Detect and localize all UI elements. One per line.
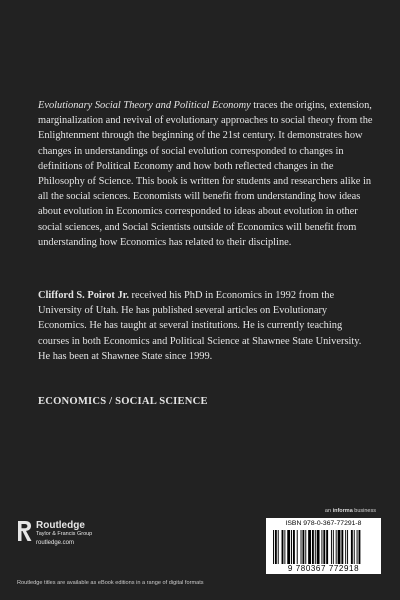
- informa-prefix: an: [324, 508, 333, 514]
- author-bio: [38, 288, 373, 364]
- publisher-text: [36, 520, 92, 548]
- publisher-logo: [16, 520, 92, 548]
- subject-category: ECONOMICS / SOCIAL SCIENCE: [38, 396, 208, 407]
- isbn-barcode: [266, 518, 381, 574]
- book-title-italic: Evolutionary Social Theory and Political Economy: [38, 100, 251, 111]
- bio-text: received his PhD in Economics in 1992 from the University of Utah. He has published several articles on Evolutionary Economics. He has taught at several institutions. He is currently teaching courses in both Economics and Political Science at Shawnee State University. He has been at Shawnee State since 1999.: [38, 290, 362, 362]
- barcode-number: 9 780367 772918: [287, 564, 360, 573]
- informa-business-tag: [325, 508, 376, 514]
- informa-brand: informa: [332, 508, 353, 514]
- publisher-group: Taylor & Francis Group: [36, 531, 93, 537]
- description-text: traces the origins, extension, marginalization and revival of evolutionary approaches to social theory from the Enlightenment through the beginning of the 21st century. It demonstrates how changes in understandings of social evolution corresponded to changes in definitions of Political Economy and how both reflected changes in the Philosophy of Science. This book is written for students and researchers alike in all the social sciences. Economists will benefit from understanding how ideas about evolution in Economics corresponded to ideas about evolution in other social sciences, and Social Scientists outside of Economics will benefit from understanding how Economics has related to their discipline.: [38, 100, 373, 248]
- informa-suffix: business: [352, 508, 376, 514]
- barcode-bars: [273, 530, 374, 564]
- author-name: Clifford S. Poirot Jr.: [38, 290, 129, 301]
- book-description: [38, 98, 373, 250]
- isbn-label: ISBN 978-0-367-77291-8: [285, 520, 362, 527]
- ebook-availability-note: Routledge titles are available as eBook editions in a range of digital formats: [17, 580, 204, 586]
- publisher-name: Routledge: [36, 520, 85, 531]
- publisher-url: routledge.com: [36, 540, 75, 546]
- routledge-r-icon: [16, 520, 33, 542]
